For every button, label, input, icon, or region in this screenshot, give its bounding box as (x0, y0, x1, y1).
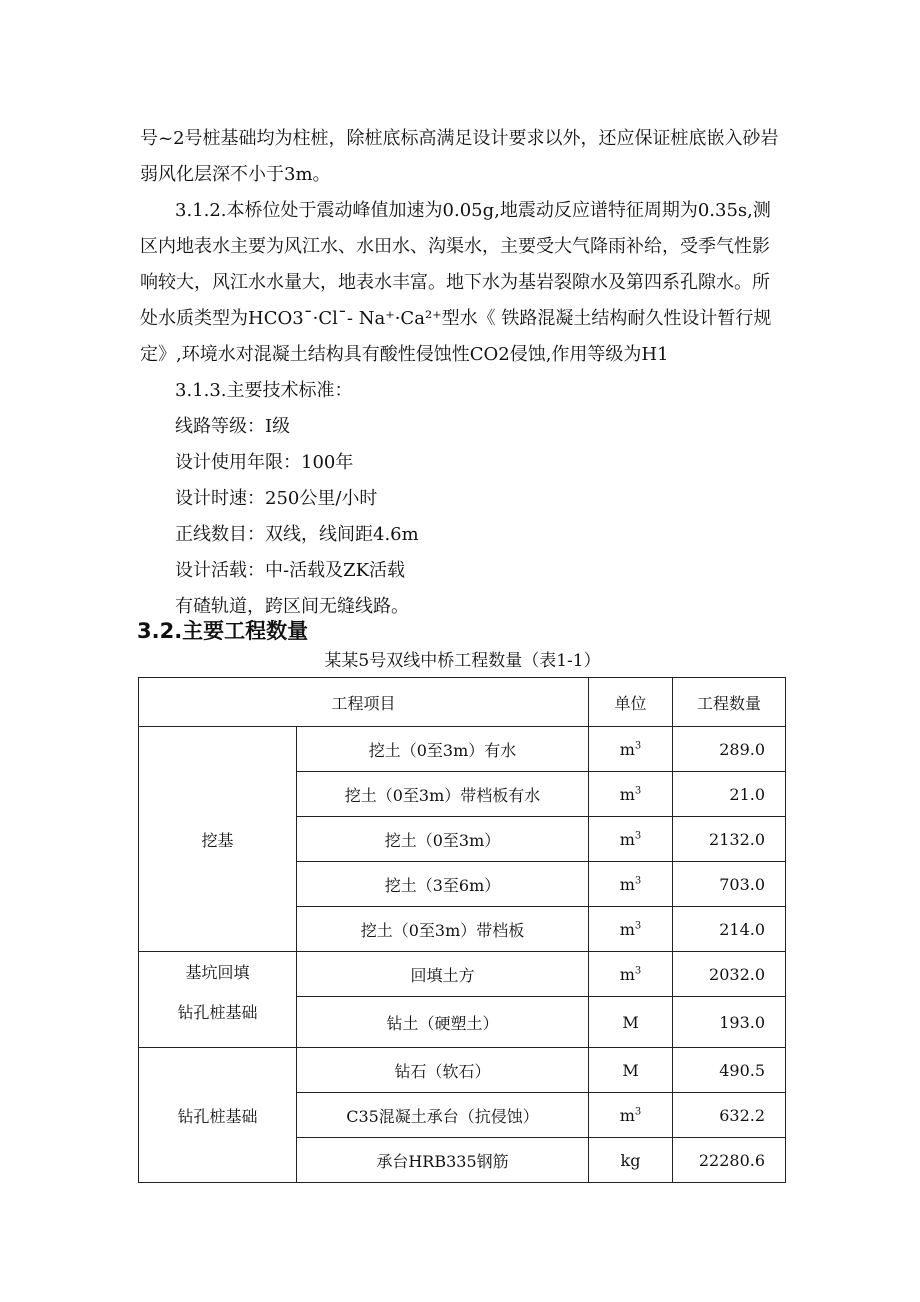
row-unit (589, 817, 673, 862)
unit-sup: 3 (634, 740, 642, 752)
row-unit (589, 727, 673, 772)
quantity-table (138, 677, 786, 1183)
group-label: 钻孔桩基础 (139, 1048, 297, 1183)
header-unit: 单位 (589, 678, 673, 727)
table-header-row (139, 678, 786, 727)
unit-sup: 3 (634, 830, 642, 842)
unit-sup: 3 (634, 1106, 642, 1118)
spec-item: 有碴轨道，跨区间无缝线路。 (175, 596, 409, 617)
row-unit (589, 952, 673, 997)
spec-item: 正线数目：双线，线间距4.6m (175, 524, 419, 545)
section-heading: 3.2.主要工程数量 (137, 619, 309, 643)
unit-base: m (619, 964, 635, 984)
unit-sup: 3 (634, 785, 642, 797)
row-name: 挖土（0至3m）带档板有水 (297, 772, 589, 817)
row-name: 挖土（0至3m） (297, 817, 589, 862)
row-qty: 289.0 (673, 727, 786, 772)
sec312-line-5: 定》,环境水对混凝土结构具有酸性侵蚀性CO2侵蚀,作用等级为H1 (140, 344, 669, 365)
sec313-heading: 3.1.3.主要技术标准： (175, 380, 353, 401)
unit-base: m (619, 829, 635, 849)
unit-base: M (622, 1060, 639, 1080)
row-qty: 2132.0 (673, 817, 786, 862)
row-qty: 22280.6 (673, 1138, 786, 1183)
sec312-line-4: 处水质类型为HCO3ˉ·Clˉ- Na⁺·Ca²⁺型水《 铁路混凝土结构耐久性设计暂行规 (140, 308, 772, 329)
row-qty: 2032.0 (673, 952, 786, 997)
unit-sup: 3 (634, 965, 642, 977)
table-row (139, 727, 786, 772)
sec312-line-2: 区内地表水主要为风江水、水田水、沟渠水，主要受大气降雨补给，受季气性影 (140, 236, 770, 257)
row-name: 钻土（硬塑土） (297, 997, 589, 1048)
intro-line-2: 弱风化层深不小于3m。 (140, 164, 331, 185)
spec-item: 设计使用年限：100年 (175, 452, 354, 473)
table-caption: 某某5号双线中桥工程数量（表1-1） (324, 651, 601, 671)
sec312-line-1: 3.1.2.本桥位处于震动峰值加速为0.05g,地震动反应谱特征周期为0.35s,测 (175, 200, 771, 221)
spec-item: 设计活载：中-活载及ZK活载 (175, 560, 406, 581)
spec-item: 设计时速：250公里/小时 (175, 488, 378, 509)
row-unit (589, 907, 673, 952)
unit-sup: 3 (634, 875, 642, 887)
row-unit (589, 772, 673, 817)
group-label: 挖基 (139, 727, 297, 952)
row-unit (589, 1048, 673, 1093)
unit-base: m (619, 1105, 635, 1125)
table-row (139, 952, 786, 997)
unit-base: m (619, 739, 635, 759)
group-label: 基坑回填 (185, 963, 250, 982)
spec-item: 线路等级：Ⅰ级 (175, 416, 291, 437)
unit-base: M (622, 1012, 639, 1032)
row-name: 回填土方 (297, 952, 589, 997)
row-qty: 214.0 (673, 907, 786, 952)
group-label-split (139, 952, 297, 1048)
row-qty: 703.0 (673, 862, 786, 907)
row-qty: 193.0 (673, 997, 786, 1048)
unit-base: m (619, 874, 635, 894)
unit-base: m (619, 919, 635, 939)
intro-line-1: 号~2号桩基础均为柱桩，除桩底标高满足设计要求以外，还应保证桩底嵌入砂岩 (140, 128, 779, 149)
row-name: 挖土（0至3m）带档板 (297, 907, 589, 952)
row-unit (589, 1093, 673, 1138)
sec312-line-3: 响较大，风江水水量大，地表水丰富。地下水为基岩裂隙水及第四系孔隙水。所 (140, 272, 770, 293)
header-qty: 工程数量 (673, 678, 786, 727)
row-unit (589, 997, 673, 1048)
group-label: 钻孔桩基础 (177, 1003, 258, 1022)
row-qty: 632.2 (673, 1093, 786, 1138)
row-qty: 490.5 (673, 1048, 786, 1093)
header-item: 工程项目 (139, 678, 589, 727)
row-unit (589, 862, 673, 907)
table-row (139, 1048, 786, 1093)
row-unit (589, 1138, 673, 1183)
row-name: C35混凝土承台（抗侵蚀） (297, 1093, 589, 1138)
row-name: 承台HRB335钢筋 (297, 1138, 589, 1183)
row-qty: 21.0 (673, 772, 786, 817)
row-name: 挖土（3至6m） (297, 862, 589, 907)
unit-sup: 3 (634, 920, 642, 932)
unit-base: kg (620, 1150, 641, 1170)
row-name: 钻石（软石） (297, 1048, 589, 1093)
row-name: 挖土（0至3m）有水 (297, 727, 589, 772)
unit-base: m (619, 784, 635, 804)
